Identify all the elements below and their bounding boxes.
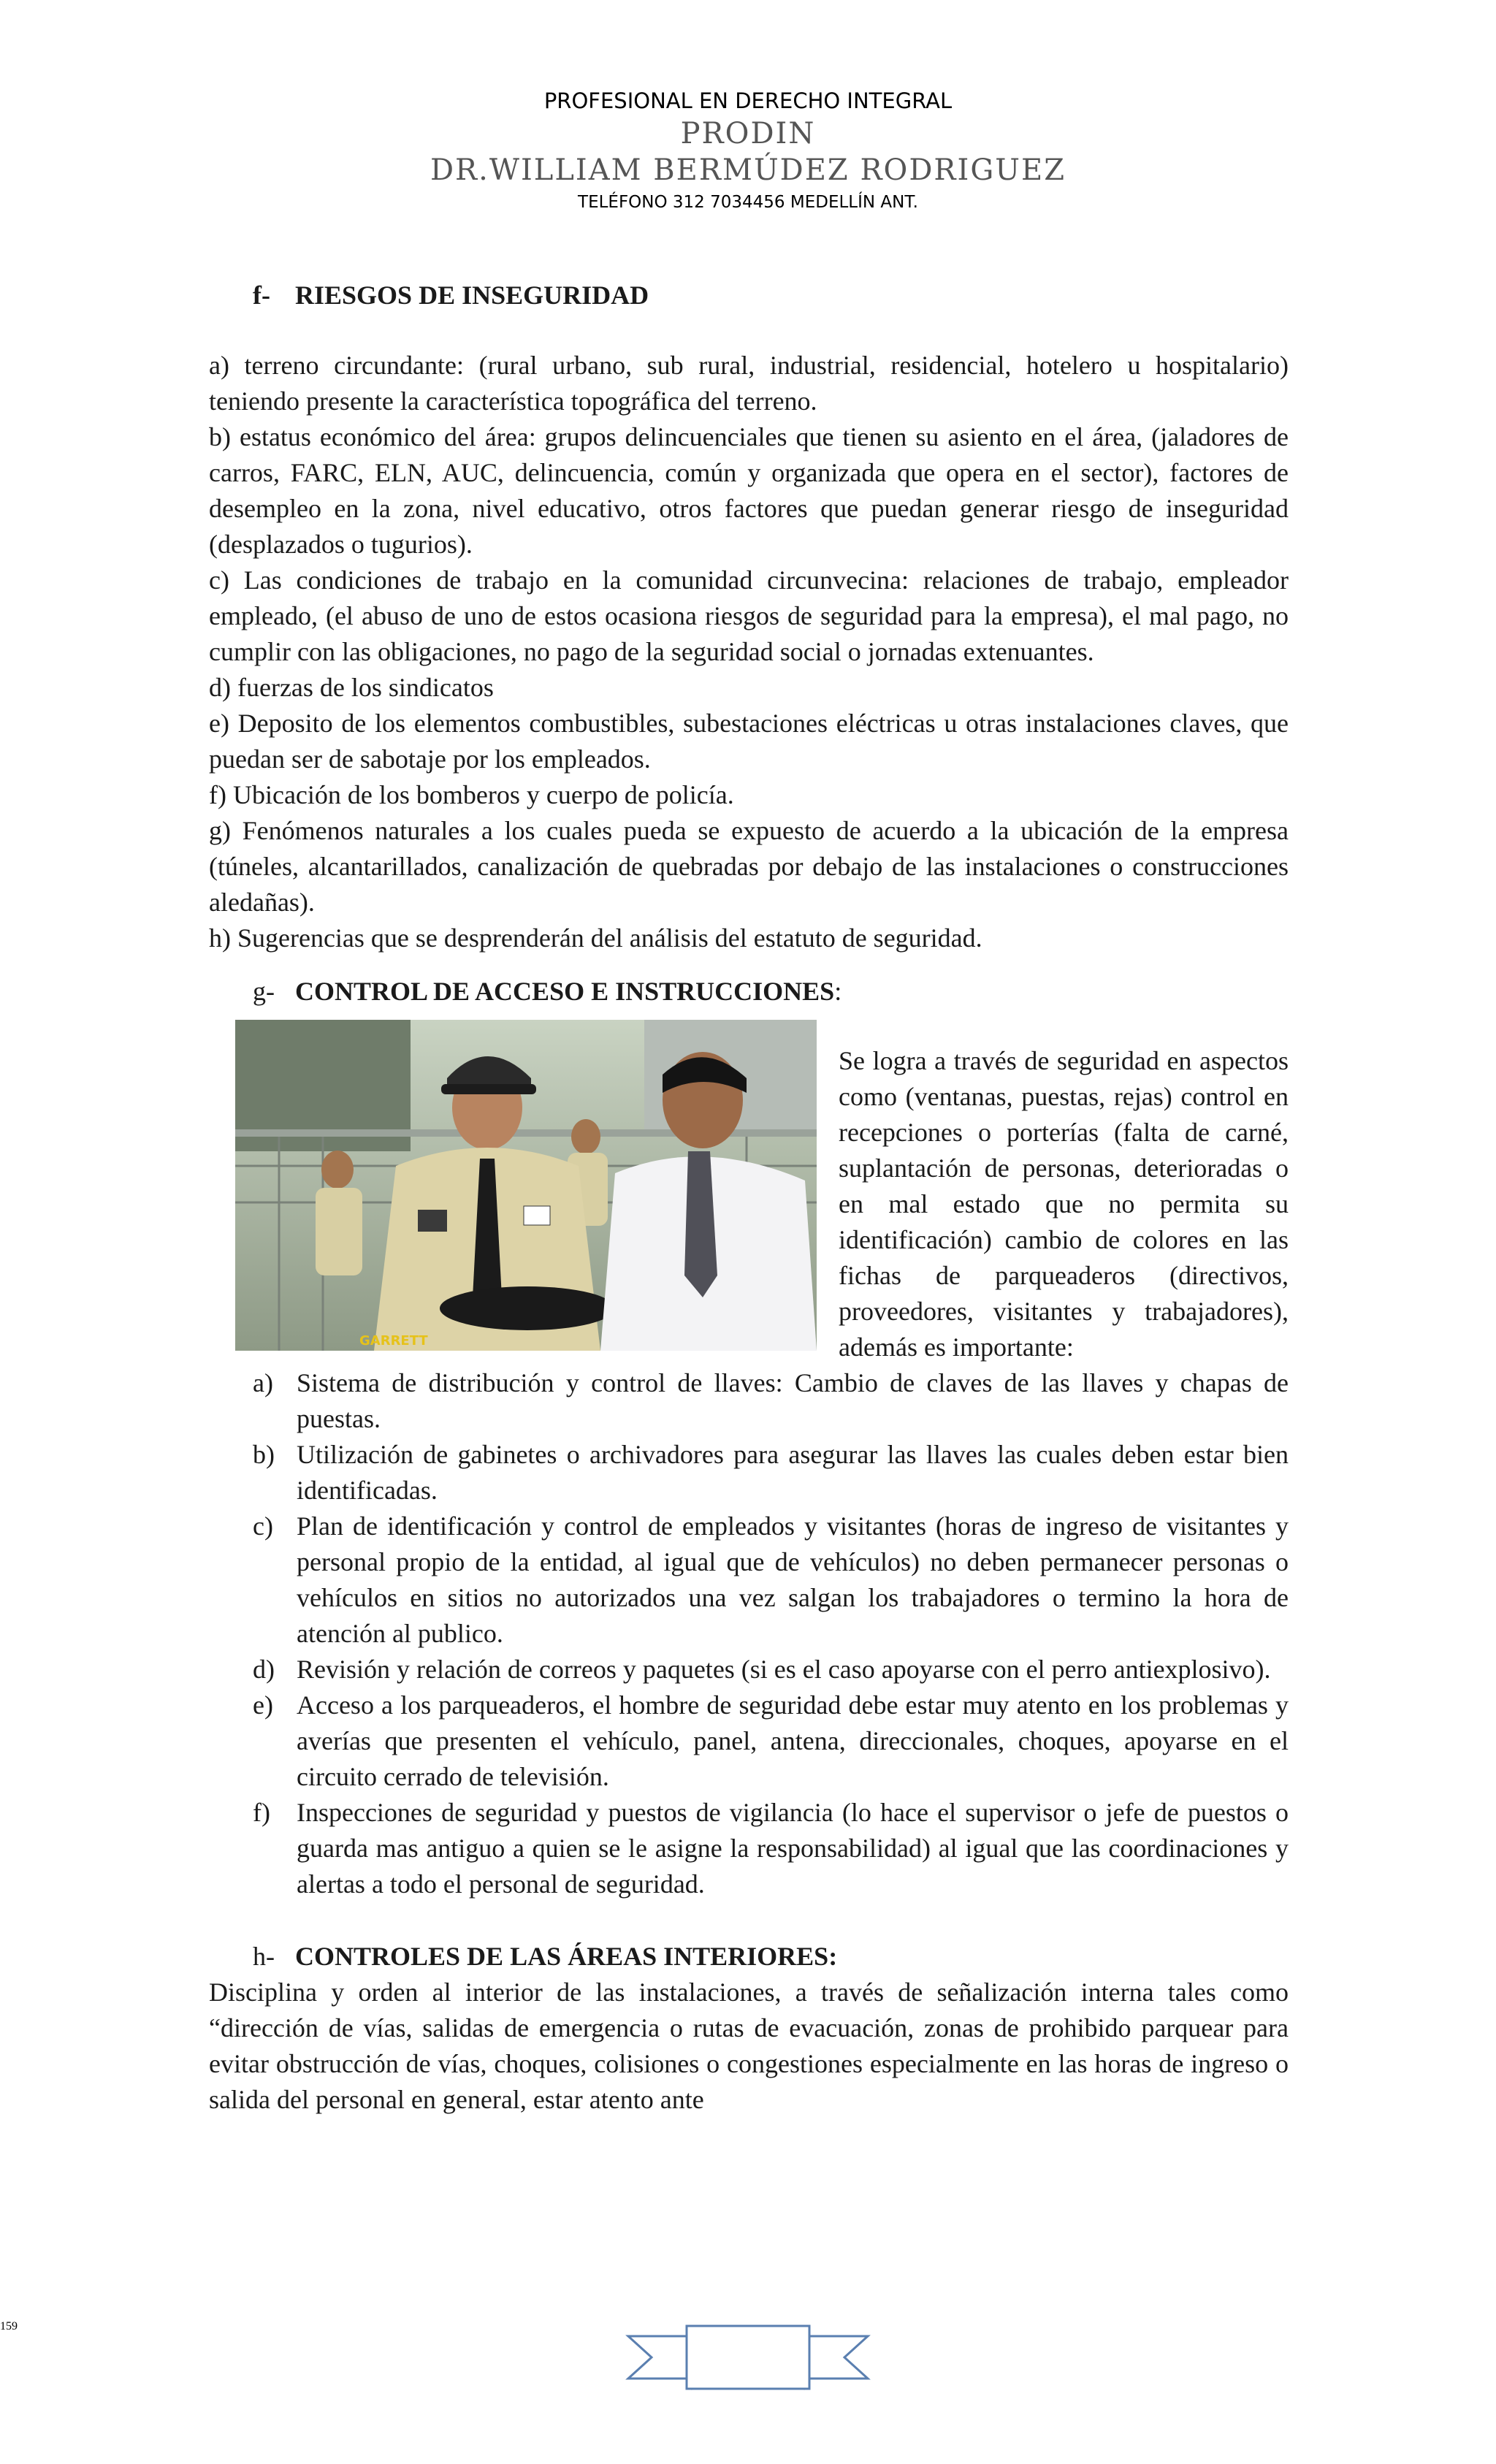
page-number: 159 xyxy=(0,2320,18,2333)
section-h-paragraph: Disciplina y orden al interior de las instalaciones, a través de señalización interna tales como “dirección de vías, salidas de emergencia o rutas de evacuación, zonas de prohibido parquear para evitar obstrucción de vías, choques, colisiones o congestiones especialmente en las horas de ingreso o salida del personal en general, estar atento ante xyxy=(209,1977,1289,2114)
list-text: Utilización de gabinetes o archivadores para asegurar las llaves las cuales deben estar bien identificadas. xyxy=(297,1440,1289,1505)
document-body xyxy=(209,278,1289,2118)
section-g-title: CONTROL DE ACCESO E INSTRUCCIONES xyxy=(295,977,835,1006)
list-item xyxy=(209,1687,1289,1795)
list-text: Plan de identificación y control de empleados y visitantes (horas de ingreso de visitantes y personal propio de la entidad, al igual que de vehículos) no deben permanecer personas o vehículos en sitios no autorizados una vez salgan los trabajadores o termino la hora de atención al publico. xyxy=(297,1511,1289,1648)
list-item xyxy=(209,1365,1289,1437)
list-item xyxy=(209,1437,1289,1508)
list-marker: a) xyxy=(253,1368,273,1397)
list-text: Revisión y relación de correos y paquetes (si es el caso apoyarse con el perro antiexplosivo). xyxy=(297,1655,1271,1684)
section-g-heading xyxy=(253,974,1289,1010)
section-f-paragraph-e: e) Deposito de los elementos combustibles, subestaciones eléctricas u otras instalaciones claves, que puedan ser de sabotaje por los empleados. xyxy=(209,709,1289,774)
page-header xyxy=(0,86,1496,216)
list-text: Inspecciones de seguridad y puestos de vigilancia (lo hace el supervisor o jefe de puestos o guarda mas antiguo a quien se le asigne la responsabilidad) al igual que las coordinaciones y alertas a todo el personal de seguridad. xyxy=(297,1798,1289,1899)
list-marker: e) xyxy=(253,1690,273,1720)
section-f-paragraph-a: a) terreno circundante: (rural urbano, sub rural, industrial, residencial, hotelero u hospitalario) teniendo presente la característica topográfica del terreno. xyxy=(209,351,1289,416)
detector-brand: GARRETT xyxy=(359,1333,428,1349)
list-item xyxy=(209,1508,1289,1652)
section-h-heading xyxy=(253,1939,1289,1975)
list-item xyxy=(209,1652,1289,1687)
header-author-name: DR.WILLIAM BERMÚDEZ RODRIGUEZ xyxy=(430,153,1066,187)
list-text: Sistema de distribución y control de llaves: Cambio de claves de las llaves y chapas de puestas. xyxy=(297,1368,1289,1433)
section-f-paragraph-h: h) Sugerencias que se desprenderán del análisis del estatuto de seguridad. xyxy=(209,923,982,953)
header-phone-city: TELÉFONO 312 7034456 MEDELLÍN ANT. xyxy=(578,193,918,212)
section-f-paragraph-f: f) Ubicación de los bomberos y cuerpo de policía. xyxy=(209,780,734,809)
list-item xyxy=(209,1795,1289,1902)
section-h-title: CONTROLES DE LAS ÁREAS INTERIORES: xyxy=(295,1942,838,1971)
header-firm-line: PROFESIONAL EN DERECHO INTEGRAL xyxy=(543,88,953,113)
section-f-paragraph-d: d) fuerzas de los sindicatos xyxy=(209,673,494,702)
section-g-intro: Se logra a través de seguridad en aspectos como (ventanas, puestas, rejas) control en recepciones o porterías (falta de carné, suplantación de personas, deterioradas o en mal estado que no permita su identificación) cambio de colores en las fichas de parqueaderos (directivos, proveedores, visitantes y trabajadores), además es importante: xyxy=(839,1046,1289,1362)
list-text: Acceso a los parqueaderos, el hombre de seguridad debe estar muy atento en los problemas y averías que presenten el vehículo, panel, antena, direccionales, choques, apoyarse en el circuito cerrado de televisión. xyxy=(297,1690,1289,1791)
section-h-letter: h- xyxy=(253,1942,275,1971)
section-g-title-colon: : xyxy=(834,977,842,1006)
security-guard-photo xyxy=(235,1020,817,1351)
section-f-letter: f- xyxy=(253,281,270,310)
section-g-letter: g- xyxy=(253,977,275,1006)
section-f-paragraph-g: g) Fenómenos naturales a los cuales pueda se expuesto de acuerdo a la ubicación de la empresa (túneles, alcantarillados, canalización de quebradas por debajo de las instalaciones o construcciones aledañas). xyxy=(209,816,1289,917)
list-marker: f) xyxy=(253,1798,270,1827)
section-f-heading xyxy=(253,278,1289,313)
section-f-title: RIESGOS DE INSEGURIDAD xyxy=(295,281,649,310)
section-f-paragraph-b: b) estatus económico del área: grupos delincuenciales que tienen su asiento en el área, (jaladores de carros, FARC, ELN, AUC, delincuencia, común y organizada que opera en el sector), factores de desempleo en la zona, nivel educativo, otros factores que puedan generar riesgo de inseguridad (desplazados o tugurios). xyxy=(209,422,1289,559)
section-f-paragraph-c: c) Las condiciones de trabajo en la comunidad circunvecina: relaciones de trabajo, empleador empleado, (el abuso de uno de estos ocasiona riesgos de seguridad para la empresa), el mal pago, no cumplir con las obligaciones, no pago de la seguridad social o jornadas extenuantes. xyxy=(209,565,1289,666)
list-marker: c) xyxy=(253,1511,273,1541)
section-g-list xyxy=(209,1365,1289,1902)
header-firm-acronym: PRODIN xyxy=(680,117,816,150)
list-marker: d) xyxy=(253,1655,275,1684)
list-marker: b) xyxy=(253,1440,275,1469)
